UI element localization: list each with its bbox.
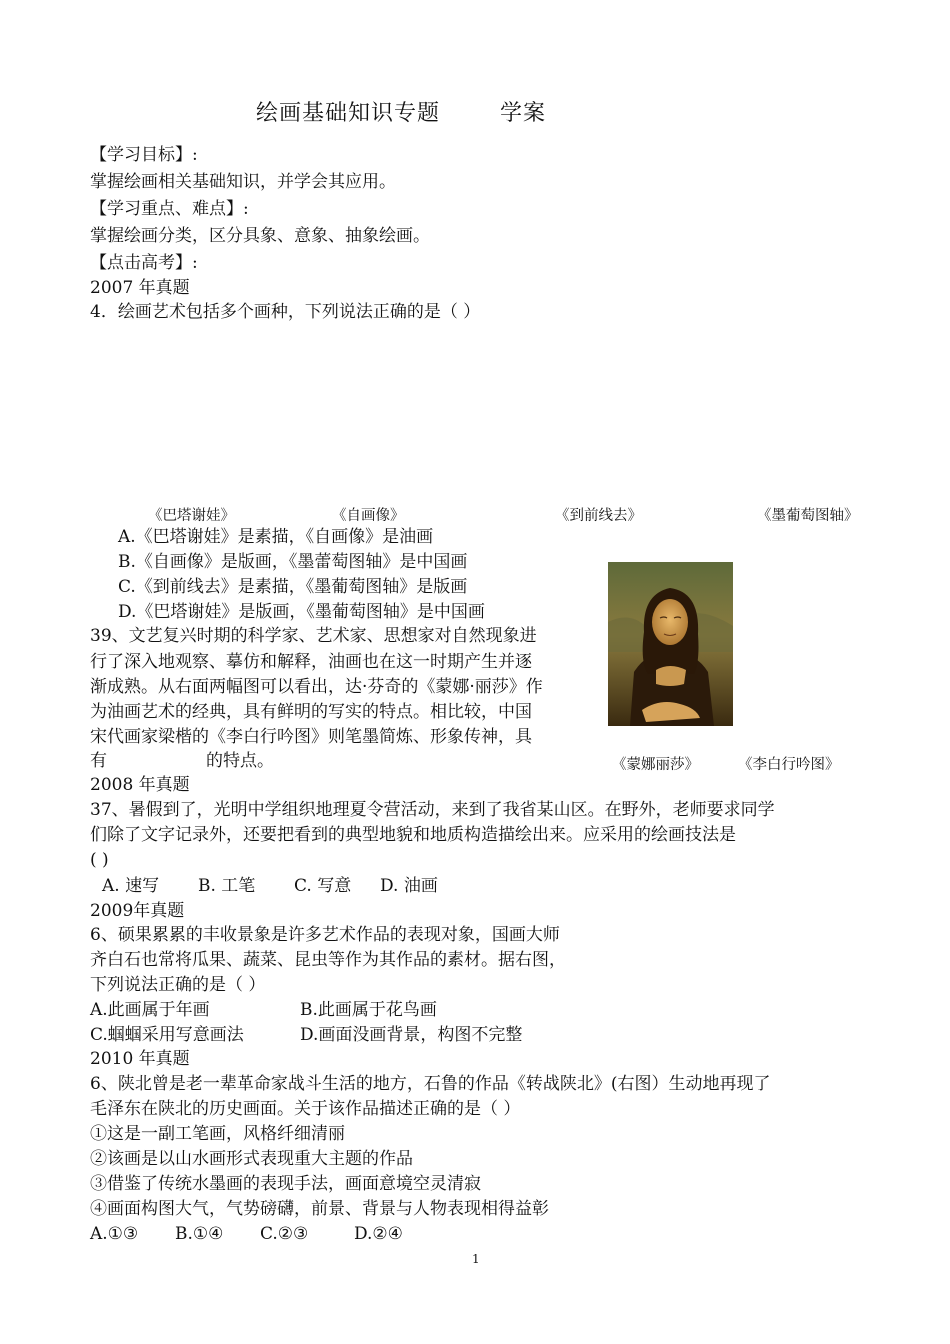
- q37-line-2: 们除了文字记录外，还要把看到的典型地貌和地质构造描绘出来。应采用的绘画技法是: [90, 825, 736, 845]
- q6b-option-c: C.②③: [260, 1224, 309, 1244]
- q37-option-c: C. 写意: [294, 876, 352, 896]
- q4-option-a: A.《巴塔谢娃》是素描，《自画像》是油画: [118, 527, 434, 547]
- q6a-option-a: A.此画属于年画: [90, 1000, 210, 1020]
- year-2007-heading: 2007 年真题: [90, 278, 190, 298]
- q6a-line-1: 6、硕果累累的丰收景象是许多艺术作品的表现对象，国画大师: [90, 925, 560, 945]
- q6b-line-4: ②该画是以山水画形式表现重大主题的作品: [90, 1149, 413, 1169]
- q4-option-b: B.《自画像》是版画，《墨蕾萄图轴》是中国画: [118, 552, 468, 572]
- q6b-line-1: 6、陕北曾是老一辈革命家战斗生活的地方，石鲁的作品《转战陕北》(右图）生动地再现了: [90, 1074, 771, 1094]
- q39-line-4: 为油画艺术的经典，具有鲜明的写实的特点。相比较，中国: [90, 702, 532, 722]
- q39-caption-li-bai: 《李白行吟图》: [738, 757, 840, 773]
- q6b-line-2: 毛泽东在陕北的历史画面。关于该作品描述正确的是（ ）: [90, 1099, 521, 1119]
- q39-line-5: 宋代画家梁楷的《李白行吟图》则笔墨简炼、形象传神，具: [90, 727, 532, 747]
- year-2009-heading: 2009年真题: [90, 901, 185, 921]
- page-title-suffix: 学案: [500, 101, 547, 126]
- q37-line-3: ( ): [90, 850, 109, 870]
- q37-line-1: 37、暑假到了，光明中学组织地理夏令营活动，来到了我省某山区。在野外，老师要求同学: [90, 800, 775, 820]
- q39-caption-mona-lisa: 《蒙娜丽莎》: [612, 757, 699, 773]
- q4-caption-3: 《到前线去》: [555, 508, 642, 524]
- q6a-option-d: D.画面没画背景，构图不完整: [300, 1025, 523, 1045]
- section-goals-heading: 【学习目标】:: [90, 145, 198, 165]
- focus-text: 掌握绘画分类，区分具象、意象、抽象绘画。: [90, 226, 430, 246]
- q6b-line-3: ①这是一副工笔画，风格纤细清丽: [90, 1124, 345, 1144]
- mona-lisa-painting: [608, 562, 733, 726]
- q4-option-d: D.《巴塔谢娃》是版画，《墨葡萄图轴》是中国画: [118, 602, 485, 622]
- q37-option-d: D. 油画: [380, 876, 438, 896]
- q6a-line-3: 下列说法正确的是（ ）: [90, 975, 266, 995]
- page-number: 1: [472, 1252, 480, 1266]
- q6b-option-d: D.②④: [354, 1224, 403, 1244]
- q4-caption-4: 《墨葡萄图轴》: [757, 508, 859, 524]
- q6b-line-6: ④画面构图大气，气势磅礴，前景、背景与人物表现相得益彰: [90, 1199, 549, 1219]
- page-title: 绘画基础知识专题: [256, 101, 441, 126]
- section-exam-heading: 【点击高考】:: [90, 253, 198, 273]
- q39-line-1: 39、文艺复兴时期的科学家、艺术家、思想家对自然现象进: [90, 626, 537, 646]
- q37-option-a: A. 速写: [102, 876, 160, 896]
- year-2010-heading: 2010 年真题: [90, 1049, 190, 1069]
- q4-caption-2: 《自画像》: [332, 508, 405, 524]
- q39-line-3: 渐成熟。从右面两幅图可以看出，达·芬奇的《蒙娜·丽莎》作: [90, 677, 543, 697]
- q4-caption-1: 《巴塔谢娃》: [148, 508, 235, 524]
- section-focus-heading: 【学习重点、难点】:: [90, 199, 249, 219]
- q39-line-6b: 的特点。: [206, 751, 274, 771]
- q39-line-6a: 有: [90, 751, 107, 771]
- goals-text: 掌握绘画相关基础知识，并学会其应用。: [90, 172, 396, 192]
- year-2008-heading: 2008 年真题: [90, 775, 190, 795]
- q6b-line-5: ③借鉴了传统水墨画的表现手法，画面意境空灵清寂: [90, 1174, 481, 1194]
- q37-option-b: B. 工笔: [198, 876, 256, 896]
- q6b-option-a: A.①③: [90, 1224, 139, 1244]
- q6a-line-2: 齐白石也常将瓜果、蔬菜、昆虫等作为其作品的素材。据右图，: [90, 950, 566, 970]
- q4-option-c: C.《到前线去》是素描，《墨葡萄图轴》是版画: [118, 577, 468, 597]
- q4-stem: 4．绘画艺术包括多个画种，下列说法正确的是（ ）: [90, 302, 481, 322]
- q6a-option-b: B.此画属于花鸟画: [300, 1000, 437, 1020]
- q6b-option-b: B.①④: [175, 1224, 224, 1244]
- q6a-option-c: C.蝈蝈采用写意画法: [90, 1025, 244, 1045]
- q39-line-2: 行了深入地观察、摹仿和解释，油画也在这一时期产生并逐: [90, 652, 532, 672]
